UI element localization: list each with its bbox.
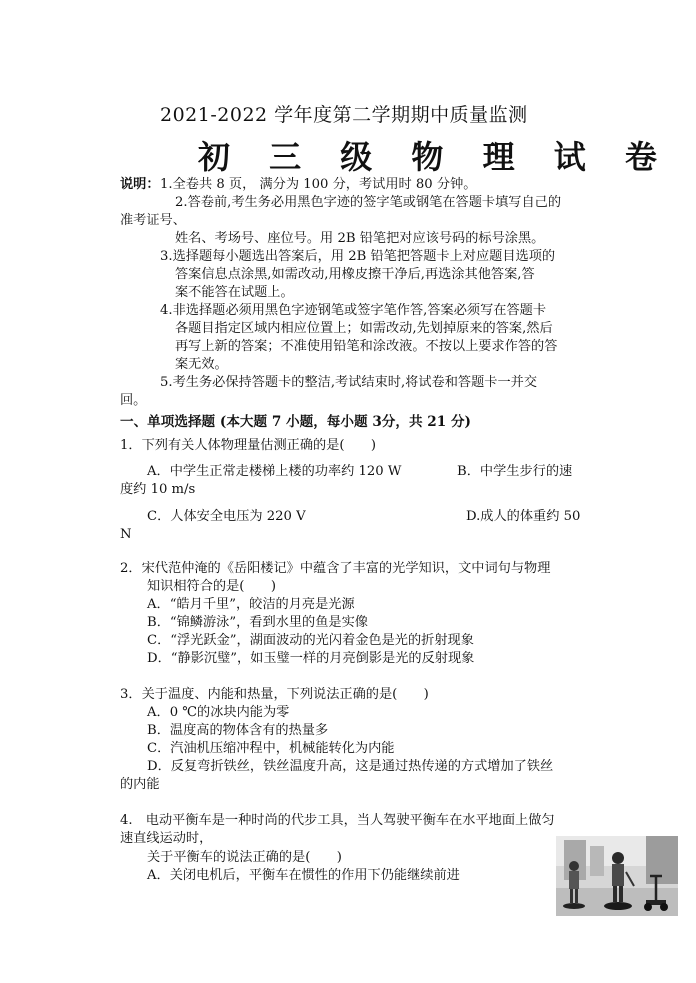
question-2-stem: 2．宋代范仲淹的《岳阳楼记》中蕴含了丰富的光学知识，文中词句与物理 bbox=[120, 561, 551, 576]
note-line: 4.非选择题必须用黑色字迹钢笔或签字笔作答,答案必须写在答题卡 bbox=[160, 303, 547, 318]
note-line: 再写上新的答案；不准使用铅笔和涂改液。不按以上要求作答的答 bbox=[175, 339, 558, 354]
question-2-stem-cont: 知识相符合的是( ) bbox=[147, 579, 276, 594]
note-line: 姓名、考场号、座位号。用 2B 铅笔把对应该号码的标号涂黑。 bbox=[175, 231, 545, 246]
q1-option-c: C．人体安全电压为 220 V bbox=[147, 509, 306, 524]
note-line: 准考证号、 bbox=[120, 213, 186, 228]
balance-scooter-illustration bbox=[556, 836, 678, 916]
q3-option-c: C．汽油机压缩冲程中，机械能转化为内能 bbox=[147, 741, 395, 756]
q2-option-d: D．“静影沉璧”，如玉璧一样的月亮倒影是光的反射现象 bbox=[147, 651, 475, 666]
q2-option-c: C．“浮光跃金”，湖面波动的光闪着金色是光的折射现象 bbox=[147, 633, 474, 648]
question-4-stem: 4. 电动平衡车是一种时尚的代步工具，当人驾驶平衡车在水平地面上做匀 bbox=[120, 813, 555, 828]
q1-option-b-cont: 度约 10 m/s bbox=[120, 482, 196, 497]
note-line: 案无效。 bbox=[175, 357, 228, 372]
question-1-stem: 1．下列有关人体物理量估测正确的是( ) bbox=[120, 438, 377, 453]
question-4-stem-cont2: 关于平衡车的说法正确的是( ) bbox=[147, 850, 342, 865]
q1-option-a: A．中学生正常走楼梯上楼的功率约 120 W bbox=[147, 464, 402, 479]
note-line: 1.全卷共 8 页， 满分为 100 分，考试用时 80 分钟。 bbox=[160, 177, 477, 192]
exam-title: 2021-2022 学年度第二学期期中质量监测 bbox=[160, 104, 528, 126]
question-3-stem: 3．关于温度、内能和热量，下列说法正确的是( ) bbox=[120, 687, 429, 702]
q1-option-d: D.成人的体重约 50 bbox=[466, 509, 581, 524]
q2-option-a: A．“皓月千里”，皎洁的月亮是光源 bbox=[147, 597, 355, 612]
q3-option-b: B．温度高的物体含有的热量多 bbox=[147, 723, 329, 738]
q4-option-a: A．关闭电机后，平衡车在惯性的作用下仍能继续前进 bbox=[147, 868, 460, 883]
note-line: 3.选择题每小题选出答案后，用 2B 铅笔把答题卡上对应题目选项的 bbox=[160, 249, 556, 264]
note-line: 2.答卷前,考生务必用黑色字迹的签字笔或钢笔在答题卡填写自己的 bbox=[175, 195, 562, 210]
q2-option-b: B．“锦鳞游泳”，看到水里的鱼是实像 bbox=[147, 615, 368, 630]
q1-option-d-cont: N bbox=[120, 527, 132, 542]
balance-scooter-photo bbox=[556, 836, 678, 916]
note-line: 答案信息点涂黑,如需改动,用橡皮擦干净后,再选涂其他答案,答 bbox=[175, 267, 535, 282]
note-line: 案不能答在试题上。 bbox=[175, 285, 294, 300]
notes-label: 说明： bbox=[120, 177, 160, 192]
note-line: 各题目指定区域内相应位置上；如需改动,先划掉原来的答案,然后 bbox=[175, 321, 553, 336]
exam-subtitle: 初 三 级 物 理 试 卷 bbox=[198, 138, 671, 176]
q3-option-a: A．0 ℃的冰块内能为零 bbox=[147, 705, 290, 720]
question-4-stem-cont: 速直线运动时， bbox=[120, 831, 213, 846]
note-line: 回。 bbox=[120, 393, 147, 408]
section-heading: 一、单项选择题 (本大题 7 小题，每小题 3分，共 21 分) bbox=[120, 414, 471, 430]
q3-option-d: D．反复弯折铁丝，铁丝温度升高，这是通过热传递的方式增加了铁丝 bbox=[147, 759, 554, 774]
note-line: 5.考生务必保持答题卡的整洁,考试结束时,将试卷和答题卡一并交 bbox=[160, 375, 538, 390]
q1-option-b: B．中学生步行的速 bbox=[457, 464, 573, 479]
q3-option-d-cont: 的内能 bbox=[120, 777, 160, 792]
